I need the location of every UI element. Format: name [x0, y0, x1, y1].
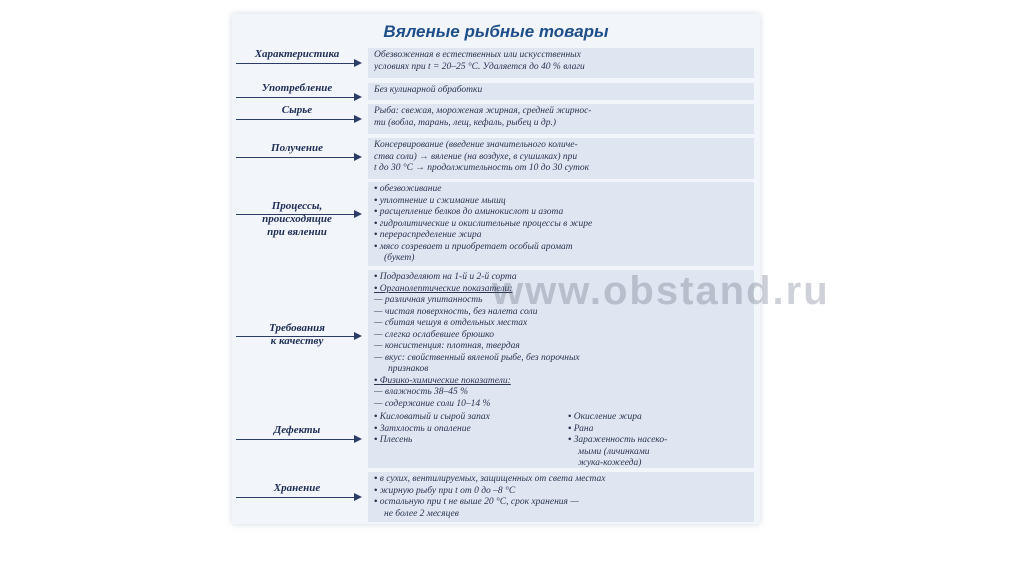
label-line: происходящие — [262, 213, 332, 225]
text-line: не более 2 месяцев — [384, 508, 459, 519]
list-item: • остальную при t не выше 20 °C, срок хранения — — [374, 497, 748, 509]
label-underline — [236, 157, 358, 158]
list-item: — влажность 38–45 % — [374, 387, 748, 399]
arrow-icon — [354, 493, 362, 501]
label-defects: Дефекты — [273, 424, 321, 436]
list-item: • уплотнение и сжимание мышц — [374, 196, 748, 208]
label-storage: Хранение — [273, 482, 321, 494]
list-item: • Плесень — [374, 435, 564, 447]
list-item: • обезвоживание — [374, 184, 748, 196]
list-item: • мясо созревает и приобретает особый аромат — [374, 242, 748, 254]
label-characteristic: Характеристика — [254, 48, 340, 60]
label-line: к качеству — [270, 335, 324, 347]
label-line: Требования — [269, 322, 325, 334]
label-line: при вялении — [267, 226, 327, 238]
box-obtaining — [368, 138, 754, 179]
text-line: Консервирование (введение значительного количе- — [374, 140, 578, 150]
text-line: Рыба: свежая, мороженая жирная, средней жирнос- — [374, 106, 592, 116]
label-underline — [236, 97, 358, 98]
label-underline — [236, 439, 358, 440]
label-raw: Сырье — [281, 104, 313, 116]
label-usage: Употребление — [261, 82, 333, 94]
arrow-icon — [354, 435, 362, 443]
text-line: жука-кожееда) — [578, 458, 642, 468]
defects-left-column — [374, 412, 564, 447]
label-underline — [236, 214, 358, 215]
list-item: — содержание соли 10–14 % — [374, 399, 748, 411]
label-line: Процессы, — [271, 200, 323, 212]
list-item: • жирную рыбу при t от 0 до –8 °C — [374, 486, 748, 498]
list-item: — слегка ослабевшее брюшко — [374, 330, 748, 342]
list-item: — вкус: свойственный вяленой рыбе, без порочных — [374, 353, 748, 365]
slide — [232, 14, 830, 524]
label-processes — [238, 200, 356, 239]
text-line: Обезвоженная в естественных или искусственных — [374, 50, 581, 60]
label-underline — [236, 336, 358, 337]
box-usage — [368, 83, 754, 100]
box-processes — [368, 182, 754, 266]
label-underline — [236, 119, 358, 120]
list-item: • Рана — [568, 424, 748, 436]
list-item: • в сухих, вентилируемых, защищенных от света местах — [374, 474, 748, 486]
defects-right-column — [568, 412, 748, 468]
box-characteristic — [368, 48, 754, 78]
subheading: • Органолептические показатели: — [374, 284, 748, 296]
text-line: ти (вобла, тарань, лещ, кефаль, рыбец и др.) — [374, 117, 557, 128]
arrow-icon — [354, 332, 362, 340]
text-line: Без кулинарной обработки — [374, 85, 483, 95]
box-raw — [368, 104, 754, 134]
list-item: • Затхлость и опаление — [374, 424, 564, 436]
arrow-icon — [354, 59, 362, 67]
page-title: Вяленые рыбные товары — [383, 22, 609, 41]
label-underline — [236, 63, 358, 64]
list-item: • гидролитические и окислительные процессы в жире — [374, 219, 748, 231]
box-defects — [368, 410, 754, 468]
arrow-icon — [354, 115, 362, 123]
text-line: признаков — [388, 364, 429, 374]
label-underline — [236, 497, 358, 498]
text-line: мыми (личинками — [578, 446, 650, 457]
list-item: • перераспределение жира — [374, 230, 748, 242]
list-item: • расщепление белков до аминокислот и азота — [374, 207, 748, 219]
list-item: — консистенция: плотная, твердая — [374, 341, 748, 353]
box-storage — [368, 472, 754, 522]
list-item: — сбитая чешуя в отдельных местах — [374, 318, 748, 330]
label-obtaining: Получение — [271, 142, 323, 154]
text-line: (букет) — [384, 253, 415, 263]
list-item: — чистая поверхность, без налета соли — [374, 307, 748, 319]
list-item: • Подразделяют на 1-й и 2-й сорта — [374, 272, 748, 284]
label-requirements — [238, 322, 356, 348]
arrow-icon — [354, 93, 362, 101]
subheading: • Физико-химические показатели: — [374, 376, 748, 388]
text-line: условиях при t = 20–25 °C. Удаляется до 40 % влаги — [374, 61, 585, 72]
arrow-icon — [354, 153, 362, 161]
arrow-icon — [354, 210, 362, 218]
list-item: • Зараженность насеко- — [568, 435, 748, 447]
text-line: ства соли) → вяление (на воздухе, в сушилках) при — [374, 151, 578, 162]
text-line: t до 30 °C → продолжительность от 10 до 30 суток — [374, 163, 590, 173]
list-item: • Кисловатый и сырой запах — [374, 412, 564, 424]
list-item: — различная упитанность — [374, 295, 748, 307]
watermark: www.obstand.ru — [492, 269, 830, 313]
list-item: • Окисление жира — [568, 412, 748, 424]
